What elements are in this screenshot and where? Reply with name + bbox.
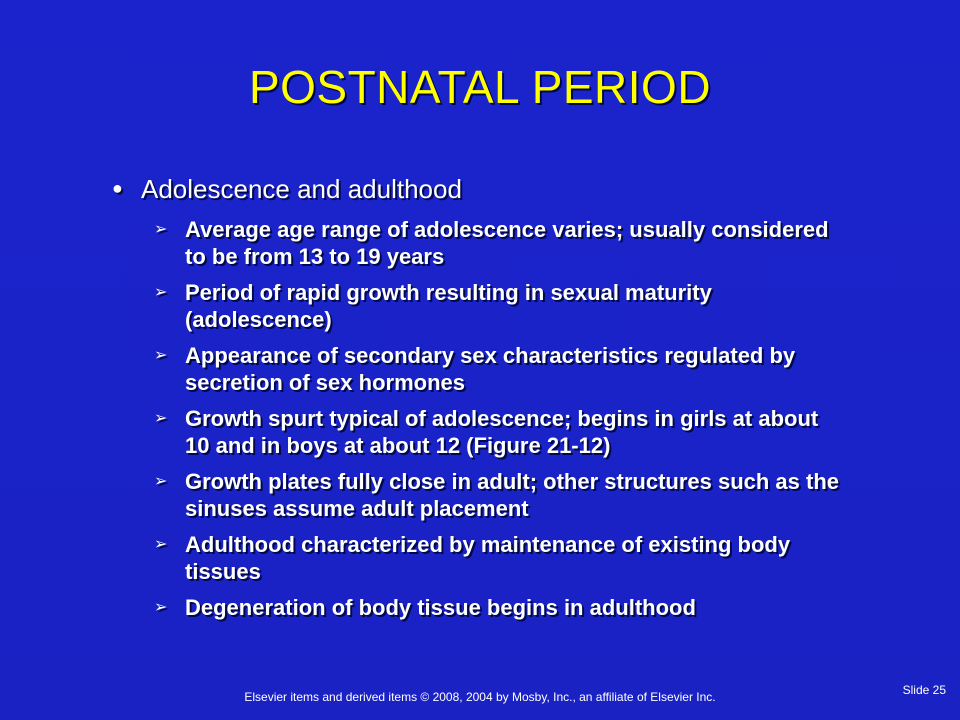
sub-bullet-item <box>154 594 852 621</box>
arrow-bullet-icon: ➢ <box>154 347 168 364</box>
arrow-bullet-icon: ➢ <box>154 284 168 301</box>
main-bullet-item <box>112 172 852 206</box>
sub-bullet-text: Average age range of adolescence varies; usually considered to be from 13 to 19 years <box>185 217 829 269</box>
sub-bullet-text: Period of rapid growth resulting in sexual maturity (adolescence) <box>185 280 712 332</box>
sub-bullet-text: Growth spurt typical of adolescence; begins in girls at about 10 and in boys at about 12 (Figure 21-12) <box>185 406 819 458</box>
slide-title: POSTNATAL PERIOD <box>248 61 712 113</box>
sub-bullet-item <box>154 216 852 270</box>
sub-bullet-item <box>154 405 852 459</box>
sub-bullet-text: Adulthood characterized by maintenance of existing body tissues <box>185 532 791 584</box>
slide-number: Slide 25 <box>902 683 946 697</box>
sub-bullet-text: Appearance of secondary sex characteristics regulated by secretion of sex hormones <box>185 343 796 395</box>
slide-content <box>112 172 852 630</box>
round-bullet-icon: ● <box>112 178 123 198</box>
arrow-bullet-icon: ➢ <box>154 221 168 238</box>
arrow-bullet-icon: ➢ <box>154 536 168 553</box>
main-bullet-text: Adolescence and adulthood <box>141 174 462 204</box>
sub-bullet-list <box>112 216 852 621</box>
sub-bullet-item <box>154 468 852 522</box>
arrow-bullet-icon: ➢ <box>154 473 168 490</box>
sub-bullet-text: Growth plates fully close in adult; other structures such as the sinuses assume adult placement <box>185 469 840 521</box>
sub-bullet-item <box>154 279 852 333</box>
sub-bullet-item <box>154 531 852 585</box>
arrow-bullet-icon: ➢ <box>154 410 168 427</box>
footer-copyright: Elsevier items and derived items © 2008, 2004 by Mosby, Inc., an affiliate of Elsevier Inc. <box>244 690 716 704</box>
sub-bullet-item <box>154 342 852 396</box>
arrow-bullet-icon: ➢ <box>154 599 168 616</box>
sub-bullet-text: Degeneration of body tissue begins in adulthood <box>185 595 696 620</box>
